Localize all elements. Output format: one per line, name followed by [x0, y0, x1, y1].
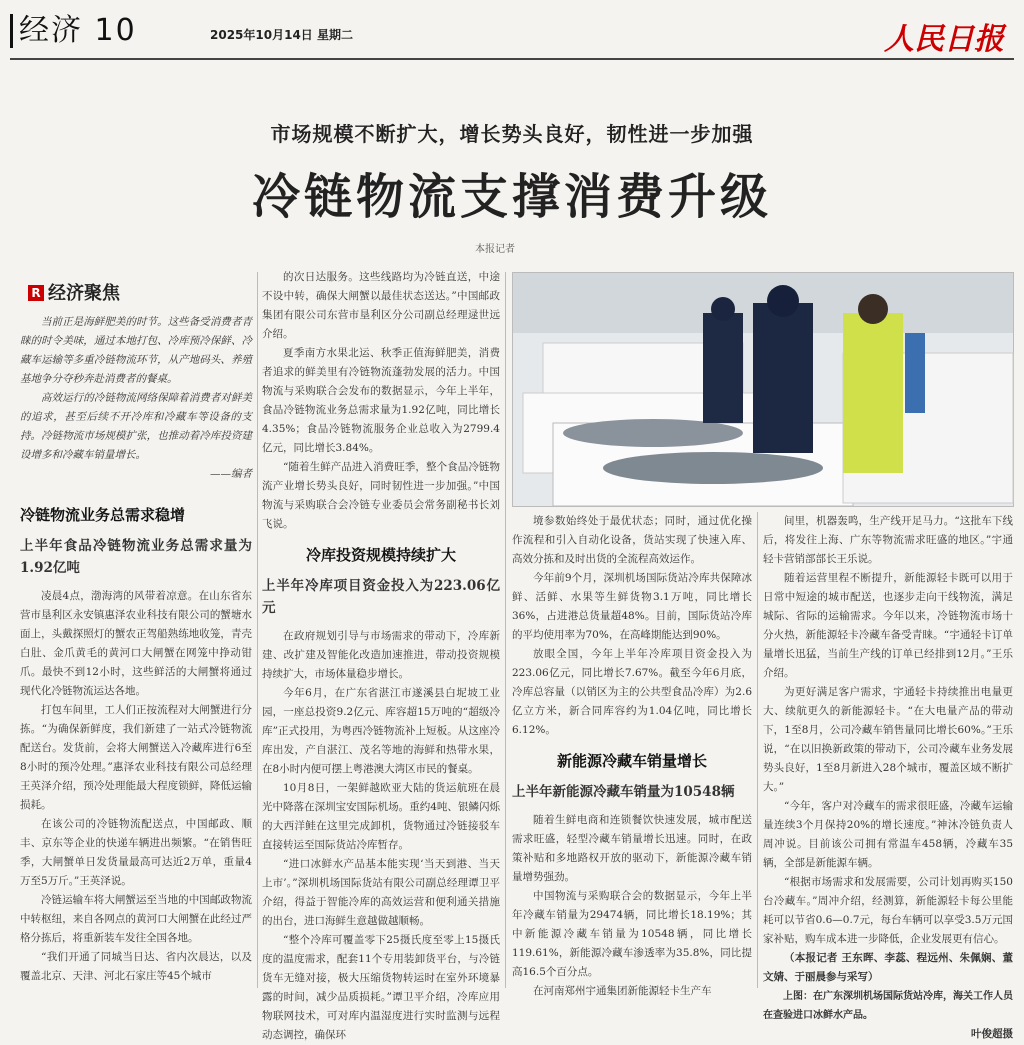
reporter-credits: （本报记者 王东晖、李蕊、程远州、朱佩娴、董文婧、于丽晨参与采写）	[763, 952, 1013, 983]
photo-caption: 上图：在广东深圳机场国际货站冷库，海关工作人员在查验进口冰鲜水产品。	[763, 991, 1013, 1021]
issue-date: 2025年10月14日 星期二	[210, 28, 353, 42]
column-3	[512, 512, 752, 997]
section-1-dek: 上半年食品冷链物流业务总需求量为1.92亿吨	[20, 538, 252, 576]
focus-title: 经济聚焦	[48, 283, 120, 304]
paragraph: 凌晨4点，渤海湾的风带着凉意。在山东省东营市垦利区永安镇惠泽农业科技有限公司的蟹塘水面上，头戴探照灯的蟹农正驾船熟练地收笼，青壳白肚、金爪黄毛的黄河口大闸蟹在网笼中挣动钳爪。最快不到12小时，这些鲜活的大闸蟹将通过现代化冷链物流运达各地。	[20, 590, 252, 697]
paragraph: 的次日达服务。这些线路均为冷链直送，中途不设中转，确保大闸蟹以最佳状态送达。”中国邮政集团有限公司东营市垦利区分公司副总经理逯世远介绍。	[262, 271, 500, 340]
subtitle: 市场规模不断扩大，增长势头良好，韧性进一步加强	[270, 122, 754, 146]
paragraph: 中国物流与采购联合会的数据显示，今年上半年冷藏车销量为29474辆，同比增长18.19%；其中新能源冷藏车销量为10548辆，同比增长119.61%，新能源冷藏车渗透率为35.8%，同比提高16.5个百分点。	[512, 890, 752, 978]
headline: 冷链物流支撑消费升级	[251, 169, 772, 225]
byline: 本报记者	[475, 244, 515, 255]
paragraph: 为更好满足客户需求，宇通轻卡持续推出电量更大、续航更久的新能源轻卡。“在大电量产品的带动下，1至8月，公司冷藏车销售量同比增长60%。”王乐说，“在以旧换新政策的带动下，公司冷藏车业务发展势头良好，1至8月新进入28个城市，覆盖区域不断扩大。”	[763, 686, 1013, 793]
editor-note	[20, 313, 252, 484]
paragraph: “我们开通了同城当日达、省内次晨达，以及覆盖北京、天津、河北石家庄等45个城市	[20, 951, 252, 982]
paragraph: 在该公司的冷链物流配送点，中国邮政、顺丰、京东等企业的快递车辆进出频繁。“在销售旺季，大闸蟹单日发货量最高可达近2万单，重量4万至5万斤。”王英泽说。	[20, 818, 252, 887]
header-rule	[10, 58, 1014, 60]
section-3-dek: 上半年新能源冷藏车销量为10548辆	[512, 784, 735, 800]
paragraph: “整个冷库可覆盖零下25摄氏度至零上15摄氏度的温度需求，配套11个专用装卸货平台，与冷链货车无缝对接，极大压缩货物转运时在室外环境暴露的时间，减少品质损耗。”谭卫平介绍，冷库应用物联网技术，可对库内温湿度进行实时监测与远程动态调控，确保环	[262, 934, 500, 1041]
column-1	[20, 278, 252, 988]
column-4	[763, 512, 1013, 1040]
paragraph: 打包车间里，工人们正按流程对大闸蟹进行分拣。“为确保新鲜度，我们新建了一站式冷链物流配送台。发货前，会将大闸蟹送入冷藏库进行6至8小时的预冷处理。”惠泽农业科技有限公司总经理王英泽介绍，预冷处理能最大程度锁鲜，降低运输损耗。	[20, 704, 252, 811]
section-3-title: 新能源冷藏车销量增长	[556, 752, 707, 770]
paragraph: 间里，机器轰鸣，生产线开足马力。“这批车下线后，将发往上海、广东等物流需求旺盛的地区。”宇通轻卡营销部部长王乐说。	[763, 515, 1013, 565]
news-photo	[512, 272, 1014, 507]
paragraph: 夏季南方水果北运、秋季正值海鲜肥美，消费者追求的鲜美里有冷链物流蓬勃发展的活力。中国物流与采购联合会发布的数据显示，今年上半年，食品冷链物流业务总需求量为1.92亿吨，同比增长4.35%；食品冷链物流服务企业总收入为2799.4亿元，同比增长3.84%。	[262, 347, 500, 454]
section-2-title: 冷库投资规模持续扩大	[305, 546, 456, 564]
paragraph: “随着生鲜产品进入消费旺季，整个食品冷链物流产业增长势头良好，同时韧性进一步加强。”中国物流与采购联合会冷链专业委员会常务副秘书长刘飞说。	[262, 461, 500, 530]
editor-note-para-1: 当前正是海鲜肥美的时节。这些备受消费者青睐的时令美味，通过本地打包、冷库预冷保鲜、冷藏车运输等多重冷链物流环节，从产地码头、养殖基地争分夺秒奔赴消费者的餐桌。	[20, 316, 252, 385]
paragraph: 在政府规划引导与市场需求的带动下，冷库新建、改扩建及智能化改造加速推进，带动投资规模持续扩大，市场体量稳步增长。	[262, 630, 500, 680]
section-2-dek: 上半年冷库项目资金投入为223.06亿元	[262, 578, 500, 616]
page-header	[10, 13, 1014, 57]
paragraph: 随着生鲜电商和连锁餐饮快速发展，城市配送需求旺盛，轻型冷藏车销量增长迅速。同时，在政策补贴和多地路权开放的驱动下，新能源冷藏车销量增势强劲。	[512, 814, 752, 883]
paragraph: “今年，客户对冷藏车的需求很旺盛，冷藏车运输量连续3个月保持20%的增长速度。”神沐冷链负责人周冲说。目前该公司拥有常温车458辆，冷藏车35辆，全部是新能源车辆。	[763, 800, 1013, 869]
column-divider	[505, 272, 506, 988]
section-1-title: 冷链物流业务总需求稳增	[20, 506, 186, 524]
section-label: 经济 10	[10, 14, 137, 48]
focus-badge: R	[28, 285, 44, 301]
photographer-credit: 叶俊超摄	[971, 1028, 1013, 1040]
cold-storage-photo	[513, 273, 1013, 506]
focus-heading	[28, 284, 252, 303]
column-2	[262, 268, 500, 1041]
paragraph: 冷链运输车将大闸蟹运至当地的中国邮政物流中转枢纽，来自各网点的黄河口大闸蟹在此经过严格分拣后，将重新装车发往全国各地。	[20, 894, 252, 944]
paragraph: 10月8日，一架鲜越欧亚大陆的货运航班在晨光中降落在深圳宝安国际机场。重约4吨、银鳞闪烁的大西洋鲑在这里完成卸机，货物通过冷链接驳车直接转运至国际货站冷库暂存。	[262, 782, 500, 851]
paragraph: “进口冰鲜水产品基本能实现‘当天到港、当天上市’。”深圳机场国际货站有限公司副总经理谭卫平介绍，得益于智能冷库的高效运营和便利通关措施的出台，进口海鲜生意越做越顺畅。	[262, 858, 500, 927]
column-divider	[757, 512, 758, 988]
editor-note-para-2: 高效运行的冷链物流网络保障着消费者对鲜美的追求，甚至后续不开冷库和冷藏车等设备的支持。冷链物流市场规模扩张，也推动着冷库投资建设增多和冷藏车销量增长。	[20, 392, 252, 461]
editor-sign: ——编者	[210, 468, 252, 480]
paragraph: 今年前9个月，深圳机场国际货站冷库共保障冰鲜、活鲜、水果等生鲜货物3.1万吨，同比增长36%，占进港总货量超48%。目前，国际货站冷库的平均使用率为70%，在高峰期能达到90%。	[512, 572, 752, 641]
paragraph: “根据市场需求和发展需要，公司计划再购买150台冷藏车。”周冲介绍，经测算，新能源轻卡每公里能耗可以节省0.6—0.7元，每台车辆可以享受3.5万元国家补贴，购车成本进一步降低，企业发展更有信心。	[763, 876, 1013, 945]
column-divider	[257, 272, 258, 988]
paragraph: 随着运营里程不断提升，新能源轻卡既可以用于日常中短途的城市配送，也逐步走向干线物流，满足城际、省际的运输需求。今年以来，冷链物流市场十分火热，新能源轻卡冷藏车备受青睐。“宇通轻卡订单量增长迅猛，当前生产线的订单已经排到12月。”王乐介绍。	[763, 572, 1013, 679]
masthead-logo: 人民日报	[884, 22, 1004, 57]
paragraph: 境参数始终处于最优状态；同时，通过优化操作流程和引入自动化设备，货站实现了快速入库、高效分拣和及时出货的全流程高效运作。	[512, 515, 752, 565]
paragraph: 今年6月，在广东省湛江市遂溪县白坭坡工业园，一座总投资9.2亿元、库容超15万吨的“超级冷库”正式投用，为粤西冷链物流补上短板。从这座冷库出发，产自湛江、茂名等地的海鲜和热带水果，在8小时内便可摆上粤港澳大湾区市民的餐桌。	[262, 687, 500, 775]
paragraph: 在河南郑州宇通集团新能源轻卡生产车	[533, 985, 712, 997]
paragraph: 放眼全国，今年上半年冷库项目资金投入为223.06亿元，同比增长7.67%。截至今年6月底，冷库总容量（以销区为主的公共型食品冷库）为2.6亿立方米，新合同库容约为1.04亿吨，同比增长6.12%。	[512, 648, 752, 736]
